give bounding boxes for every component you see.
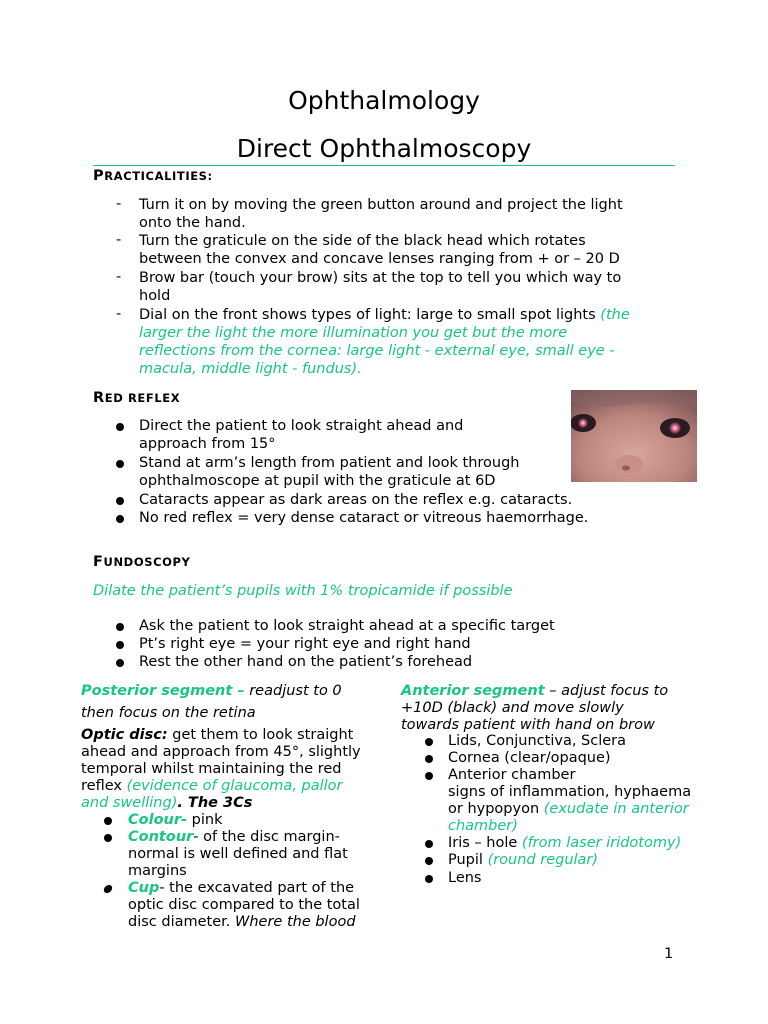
list-item-cont: approach from 15° bbox=[139, 436, 276, 452]
list-item: Colour- pink bbox=[128, 812, 223, 828]
list-item: Lids, Conjunctiva, Sclera bbox=[448, 733, 627, 749]
list-item: Anterior chamber bbox=[448, 767, 576, 783]
list-item: No red reflex = very dense cataract or vitreous haemorrhage. bbox=[139, 510, 589, 526]
list-item: Rest the other hand on the patient’s forehead bbox=[139, 654, 473, 670]
bullet-marker bbox=[104, 834, 112, 842]
bullet-marker bbox=[116, 423, 124, 431]
list-item: Turn it on by moving the green button around and project the light bbox=[139, 197, 623, 213]
page-subtitle: Direct Ophthalmoscopy bbox=[236, 134, 532, 163]
list-item: Pupil (round regular) bbox=[448, 852, 599, 868]
list-item: Dial on the front shows types of light: large to small spot lights (the bbox=[139, 307, 630, 323]
title-divider bbox=[93, 165, 675, 166]
bullet-marker bbox=[104, 817, 112, 825]
page-title: Ophthalmology bbox=[288, 86, 480, 115]
list-item: Contour- of the disc margin- bbox=[128, 829, 340, 845]
bullet-marker bbox=[425, 875, 433, 883]
page-number: 1 bbox=[664, 946, 674, 962]
optic-disc-line: Optic disc: get them to look straight bbox=[81, 727, 354, 743]
bullet-marker bbox=[116, 515, 124, 523]
list-item-cont: larger the light the more illumination you get but the more bbox=[139, 325, 568, 341]
list-item: Lens bbox=[448, 870, 482, 886]
list-item: Iris – hole (from laser iridotomy) bbox=[448, 835, 682, 851]
optic-disc-line: ahead and approach from 45°, slightly bbox=[81, 744, 361, 760]
dash-marker: - bbox=[116, 306, 122, 322]
list-item: Stand at arm’s length from patient and look through bbox=[139, 455, 520, 471]
practicalities-heading: PRACTICALITIES: bbox=[93, 168, 213, 184]
posterior-segment-title: Posterior segment – readjust to 0 bbox=[81, 683, 342, 699]
dash-marker: - bbox=[116, 232, 122, 248]
optic-disc-line: reflex (evidence of glaucoma, pallor bbox=[81, 778, 343, 794]
bullet-marker bbox=[425, 840, 433, 848]
list-item: Cup- the excavated part of the bbox=[128, 880, 355, 896]
list-item: Cornea (clear/opaque) bbox=[448, 750, 611, 766]
list-item-cont: onto the hand. bbox=[139, 215, 246, 231]
anterior-segment-title: Anterior segment – adjust focus to bbox=[401, 683, 669, 699]
fundoscopy-intro: Dilate the patient’s pupils with 1% tropicamide if possible bbox=[93, 583, 513, 599]
child-red-reflex-photo bbox=[571, 390, 697, 482]
list-item: Cataracts appear as dark areas on the reflex e.g. cataracts. bbox=[139, 492, 573, 508]
anterior-segment-line: +10D (black) and move slowly bbox=[401, 700, 624, 716]
list-item-cont: ophthalmoscope at pupil with the graticule at 6D bbox=[139, 473, 496, 489]
bullet-marker bbox=[116, 460, 124, 468]
list-item-cont: margins bbox=[128, 863, 187, 879]
bullet-marker bbox=[116, 641, 124, 649]
bullet-marker bbox=[425, 755, 433, 763]
list-item: Brow bar (touch your brow) sits at the top to tell you which way to bbox=[139, 270, 622, 286]
list-item: Pt’s right eye = your right eye and right hand bbox=[139, 636, 471, 652]
dash-marker: - bbox=[116, 196, 122, 212]
red-reflex-heading: RED REFLEX bbox=[93, 390, 181, 406]
list-item-cont: chamber) bbox=[448, 818, 518, 834]
posterior-segment-line: then focus on the retina bbox=[81, 705, 256, 721]
list-item-cont: reflections from the cornea: large light - external eye, small eye - bbox=[139, 343, 615, 359]
optic-disc-line: and swelling). The 3Cs bbox=[81, 795, 253, 811]
list-item-cont: optic disc compared to the total bbox=[128, 897, 360, 913]
list-item: Direct the patient to look straight ahead and bbox=[139, 418, 464, 434]
bullet-marker bbox=[425, 772, 433, 780]
fundoscopy-heading: FUNDOSCOPY bbox=[93, 554, 191, 570]
list-item-cont: signs of inflammation, hyphaema bbox=[448, 784, 692, 800]
list-item: Ask the patient to look straight ahead at a specific target bbox=[139, 618, 555, 634]
dash-marker: - bbox=[116, 269, 122, 285]
bullet-marker bbox=[425, 738, 433, 746]
bullet-marker bbox=[425, 857, 433, 865]
list-item-cont: normal is well defined and flat bbox=[128, 846, 348, 862]
list-item-cont: hold bbox=[139, 288, 171, 304]
bullet-marker bbox=[103, 885, 113, 893]
list-item-cont: macula, middle light - fundus). bbox=[139, 361, 362, 377]
bullet-marker bbox=[116, 659, 124, 667]
bullet-marker bbox=[116, 623, 124, 631]
bullet-marker bbox=[116, 497, 124, 505]
list-item-cont: between the convex and concave lenses ranging from + or – 20 D bbox=[139, 251, 620, 267]
anterior-segment-line: towards patient with hand on brow bbox=[401, 717, 655, 733]
list-item-cont: or hypopyon (exudate in anterior bbox=[448, 801, 689, 817]
list-item-cont: disc diameter. Where the blood bbox=[128, 914, 356, 930]
optic-disc-line: temporal whilst maintaining the red bbox=[81, 761, 342, 777]
list-item: Turn the graticule on the side of the black head which rotates bbox=[139, 233, 586, 249]
